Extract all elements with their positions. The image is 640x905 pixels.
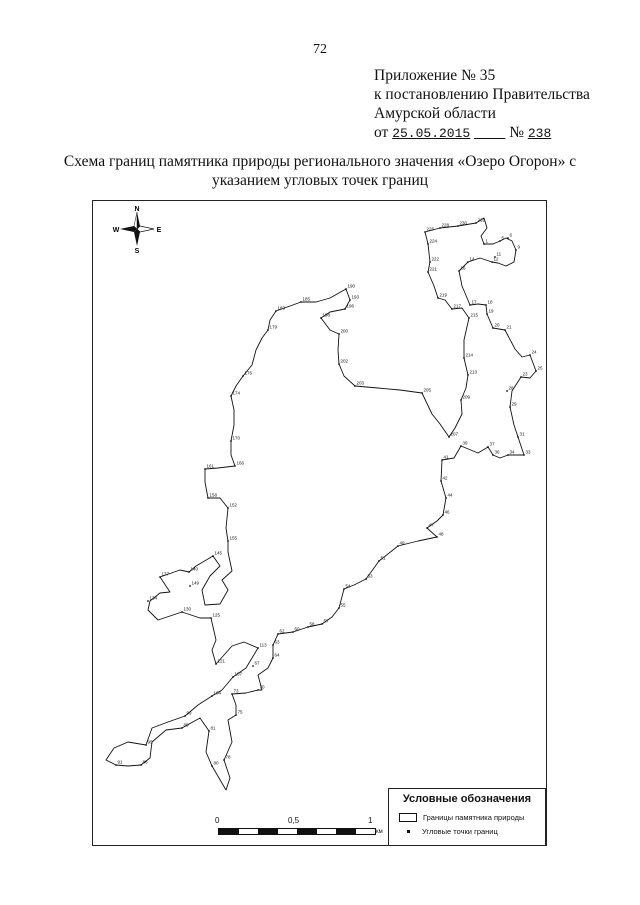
corner-point-label: 222 bbox=[431, 256, 440, 262]
corner-point-label: 39 bbox=[462, 440, 468, 446]
corner-point-label: 44 bbox=[447, 492, 453, 498]
compass-west: W bbox=[112, 227, 120, 234]
corner-point-label: 75 bbox=[237, 709, 243, 715]
corner-point-label: 179 bbox=[269, 324, 278, 330]
corner-point-label: 14 bbox=[469, 256, 475, 262]
corner-point-label: 25 bbox=[537, 365, 543, 371]
scale-label-zero: 0 bbox=[215, 816, 220, 825]
corner-point-label: 125 bbox=[212, 612, 221, 618]
corner-point-label: 198 bbox=[322, 312, 331, 318]
corner-point-label: 166 bbox=[236, 460, 245, 466]
corner-point-label: 41 bbox=[443, 454, 449, 460]
date-prefix: от bbox=[374, 124, 389, 141]
corner-point-label: 152 bbox=[229, 502, 238, 508]
number-prefix: № bbox=[509, 124, 524, 141]
map-title-line1: Схема границ памятника природы регионального значения «Озеро Огорон» с bbox=[63, 153, 577, 170]
corner-point-label: 134 bbox=[149, 595, 158, 601]
corner-point-label: 67 bbox=[254, 660, 260, 666]
corner-point-label: 55 bbox=[340, 602, 346, 608]
corner-point-label: 6 bbox=[509, 232, 513, 238]
corner-point-label: 137 bbox=[161, 571, 170, 577]
map-title-line2: указанием угловых точек границ bbox=[211, 172, 429, 189]
corner-point-label: 29 bbox=[511, 401, 517, 407]
corner-point-label: 161 bbox=[206, 463, 215, 469]
corner-point-label: 228 bbox=[441, 222, 450, 228]
legend-title: Условные обозначения bbox=[402, 793, 532, 805]
corner-point-label: 149 bbox=[191, 580, 200, 586]
appendix-title: Приложение № 35 bbox=[374, 67, 496, 84]
page-number: 72 bbox=[313, 42, 327, 57]
corner-point-label: 23 bbox=[522, 371, 528, 377]
corner-point-label: 200 bbox=[340, 328, 349, 334]
compass-east: E bbox=[156, 227, 162, 234]
corner-point-label: 85 bbox=[183, 722, 189, 728]
corner-point-label: 49 bbox=[399, 540, 405, 546]
corner-point-label: 31 bbox=[519, 431, 525, 437]
corner-points-layer bbox=[112, 217, 543, 767]
corner-point-label: 78 bbox=[225, 754, 231, 760]
corner-point-label: 47 bbox=[428, 522, 434, 528]
corner-point-label: 207 bbox=[450, 431, 459, 437]
corner-point-label: 193 bbox=[351, 294, 360, 300]
corner-point-label: 155 bbox=[229, 535, 238, 541]
corner-point-label: 46 bbox=[444, 509, 450, 515]
corner-point-label: 205 bbox=[423, 387, 432, 393]
corner-point-label: 221 bbox=[429, 266, 438, 272]
boundary-swatch-icon bbox=[399, 813, 417, 822]
corner-point-label: 60 bbox=[294, 626, 300, 632]
corner-point-label: 53 bbox=[367, 573, 373, 579]
corner-point-label: 36 bbox=[494, 449, 500, 455]
corner-point-label: 21 bbox=[506, 324, 512, 330]
legend-row-points bbox=[399, 827, 498, 836]
corner-point-label: 113 bbox=[259, 642, 267, 648]
corner-point-label: 91 bbox=[117, 759, 123, 765]
corner-point-label: 20 bbox=[494, 322, 500, 328]
legend-row-boundary bbox=[399, 813, 524, 822]
corner-point-label: 217 bbox=[453, 303, 462, 309]
corner-point-label: 11 bbox=[496, 251, 502, 257]
corner-point-label: 5 bbox=[501, 235, 505, 241]
corner-point-label: 9 bbox=[517, 244, 521, 250]
map-legend bbox=[388, 788, 546, 846]
corner-point-label: 34 bbox=[509, 449, 515, 455]
compass-south: S bbox=[134, 248, 140, 254]
corner-point-label: 104 bbox=[213, 690, 222, 696]
corner-point-label: 42 bbox=[442, 475, 448, 481]
corner-point-label: 88 bbox=[142, 759, 148, 765]
decree-number: 238 bbox=[527, 126, 552, 141]
corner-point-label: 202 bbox=[340, 358, 349, 364]
corner-point-label: 99 bbox=[186, 710, 192, 716]
corner-point-label: 231 bbox=[477, 217, 486, 223]
corner-point-label: 16 bbox=[460, 265, 466, 271]
corner-point-label: 121 bbox=[217, 658, 226, 664]
corner-point-label: 215 bbox=[470, 312, 479, 318]
corner-point-label: 63 bbox=[274, 639, 280, 645]
decree-date: 25.05.2015 bbox=[392, 126, 471, 141]
legend-boundary-label: Границы памятника природы bbox=[423, 813, 525, 822]
corner-point-label: 185 bbox=[302, 296, 311, 302]
corner-point-label: 107 bbox=[234, 671, 243, 677]
corner-point-label: 51 bbox=[380, 555, 386, 561]
corner-point-label: 176 bbox=[244, 370, 253, 376]
corner-point-label: 203 bbox=[356, 380, 365, 386]
corner-point-label: 57 bbox=[323, 618, 329, 624]
corner-point-label: 54 bbox=[345, 583, 351, 589]
corner-point-label: 1 bbox=[485, 238, 489, 244]
corner-point-label: 18 bbox=[487, 299, 493, 305]
corner-point-label: 70 bbox=[259, 684, 265, 690]
corner-point-label: 95 bbox=[147, 739, 153, 745]
corner-point-label: 158 bbox=[209, 492, 218, 498]
corner-point-label: 58 bbox=[309, 621, 315, 627]
corner-point-label: 17 bbox=[471, 299, 477, 305]
legend-points-label: Угловые точки границ bbox=[422, 827, 498, 836]
corner-point-label: 80 bbox=[213, 760, 219, 766]
corner-point-label: 12 bbox=[493, 256, 499, 262]
corner-point-label: 209 bbox=[462, 394, 471, 400]
corner-point-label: 213 bbox=[469, 369, 478, 375]
corner-point-label: 224 bbox=[429, 238, 438, 244]
corner-point-label: 28 bbox=[508, 385, 514, 391]
corner-point-label: 19 bbox=[488, 308, 494, 314]
scale-bar-graphic bbox=[218, 828, 376, 835]
corner-point-label: 230 bbox=[459, 220, 468, 226]
compass-rose-icon bbox=[112, 204, 162, 254]
appendix-decree-line: к постановлению Правительства bbox=[374, 86, 590, 103]
corner-point-label: 183 bbox=[277, 305, 286, 311]
corner-point-label: 33 bbox=[525, 449, 531, 455]
corner-point-label: 214 bbox=[465, 352, 474, 358]
corner-point-label: 81 bbox=[210, 725, 216, 731]
corner-point-label: 145 bbox=[214, 550, 223, 556]
corner-point-label: 48 bbox=[438, 531, 444, 537]
corner-point-label: 64 bbox=[274, 652, 280, 658]
corner-point-label: 196 bbox=[346, 303, 355, 309]
scale-label-end: 1 bbox=[368, 816, 373, 825]
corner-point-label: 62 bbox=[279, 628, 285, 634]
corner-point-label: 24 bbox=[531, 349, 537, 355]
scale-bar bbox=[210, 816, 383, 846]
corner-point-label: 37 bbox=[489, 441, 495, 447]
corner-point-label: 174 bbox=[232, 390, 241, 396]
corner-point-label: 219 bbox=[439, 292, 448, 298]
compass-north: N bbox=[134, 206, 140, 213]
corner-point-label: 130 bbox=[183, 606, 192, 612]
corner-point-label: 170 bbox=[232, 435, 241, 441]
scale-label-mid: 0,5 bbox=[288, 816, 300, 825]
corner-point-label: 73 bbox=[233, 688, 239, 694]
corner-point-icon bbox=[407, 830, 410, 833]
appendix-region-line: Амурской области bbox=[374, 105, 496, 122]
corner-point-label: 226 bbox=[426, 226, 435, 232]
corner-point-label: 190 bbox=[347, 283, 356, 289]
corner-point-label: 140 bbox=[190, 566, 199, 572]
scale-unit: км bbox=[376, 829, 383, 835]
